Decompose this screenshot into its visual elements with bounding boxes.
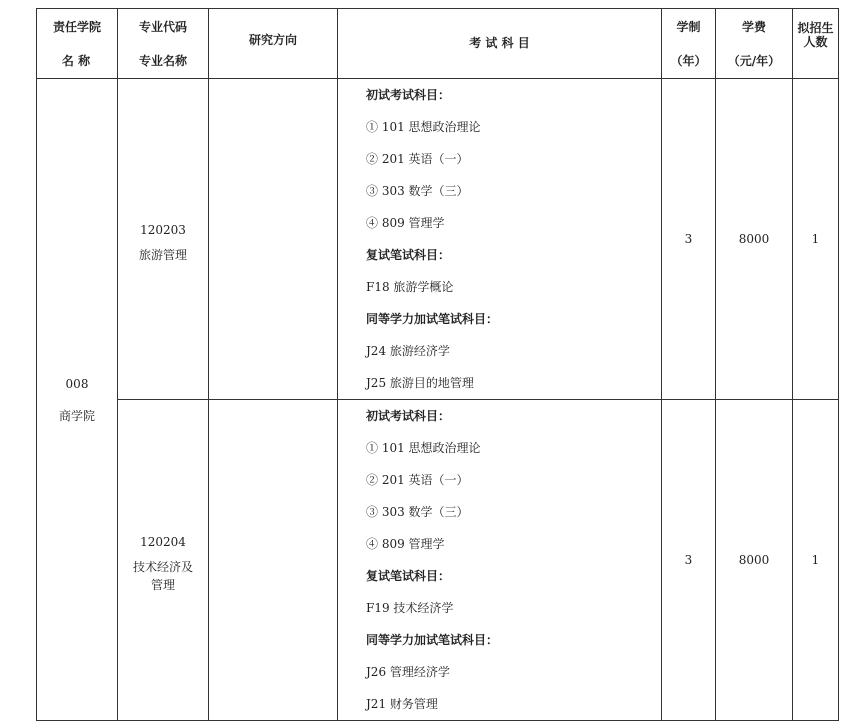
header-direction: 研究方向 [209,9,338,79]
direction-cell [209,400,338,721]
college-name: 商学院 [58,408,95,423]
subject-line: J21 财务管理 [366,697,438,711]
header-college-name-a: 名 [61,53,74,68]
subject-line: ④ 809 管理学 [366,216,445,230]
header-duration: 学制 （年） [662,9,716,79]
header-row [37,9,839,79]
subject-line: J26 管理经济学 [366,665,450,679]
subject-line: F18 旅游学概论 [366,280,454,294]
major-cell [118,400,209,721]
quota-cell: 1 [793,400,839,721]
duration-cell: 3 [662,79,716,400]
header-tuition: 学费 （元/年） [716,9,793,79]
subjects-cell [338,79,662,400]
duration-cell: 3 [662,400,716,721]
header-college-name-b: 称 [78,53,91,68]
header-college: 责任学院 名 称 [37,9,118,79]
header-quota: 拟招生人数 [793,9,839,79]
tuition-cell: 8000 [716,79,793,400]
subject-line: 初试考试科目： [366,409,451,423]
subject-line: F19 技术经济学 [366,601,454,615]
subject-line: 复试笔试科目： [366,248,451,262]
major-name: 技术经济及管理 [132,560,193,592]
subject-line: J24 旅游经济学 [366,344,450,358]
subject-line: 同等学力加试笔试科目： [366,312,499,326]
major-name: 旅游管理 [138,248,187,262]
subject-line: 复试笔试科目： [366,569,451,583]
subject-line: ④ 809 管理学 [366,537,445,551]
major-cell [118,79,209,400]
subject-line: ② 201 英语（一） [366,473,469,487]
college-cell [37,79,118,721]
program-row [37,400,839,721]
program-row [37,79,839,400]
subject-line: ③ 303 数学（三） [366,184,469,198]
subject-line: J25 旅游目的地管理 [366,376,474,390]
subjects-cell [338,400,662,721]
major-code: 120204 [140,535,186,549]
subject-line: ③ 303 数学（三） [366,505,469,519]
admissions-table [36,8,839,721]
subject-line: ① 101 思想政治理论 [366,441,481,455]
header-exam-subjects: 考 试 科 目 [338,9,662,79]
major-code: 120203 [140,223,186,237]
quota-cell: 1 [793,79,839,400]
direction-cell [209,79,338,400]
subject-line: 同等学力加试笔试科目： [366,633,499,647]
subject-line: ② 201 英语（一） [366,152,469,166]
header-major-code: 专业代码 专业名称 [118,9,209,79]
subject-line: 初试考试科目： [366,88,451,102]
subject-line: ① 101 思想政治理论 [366,120,481,134]
tuition-cell: 8000 [716,400,793,721]
college-code: 008 [65,376,89,391]
